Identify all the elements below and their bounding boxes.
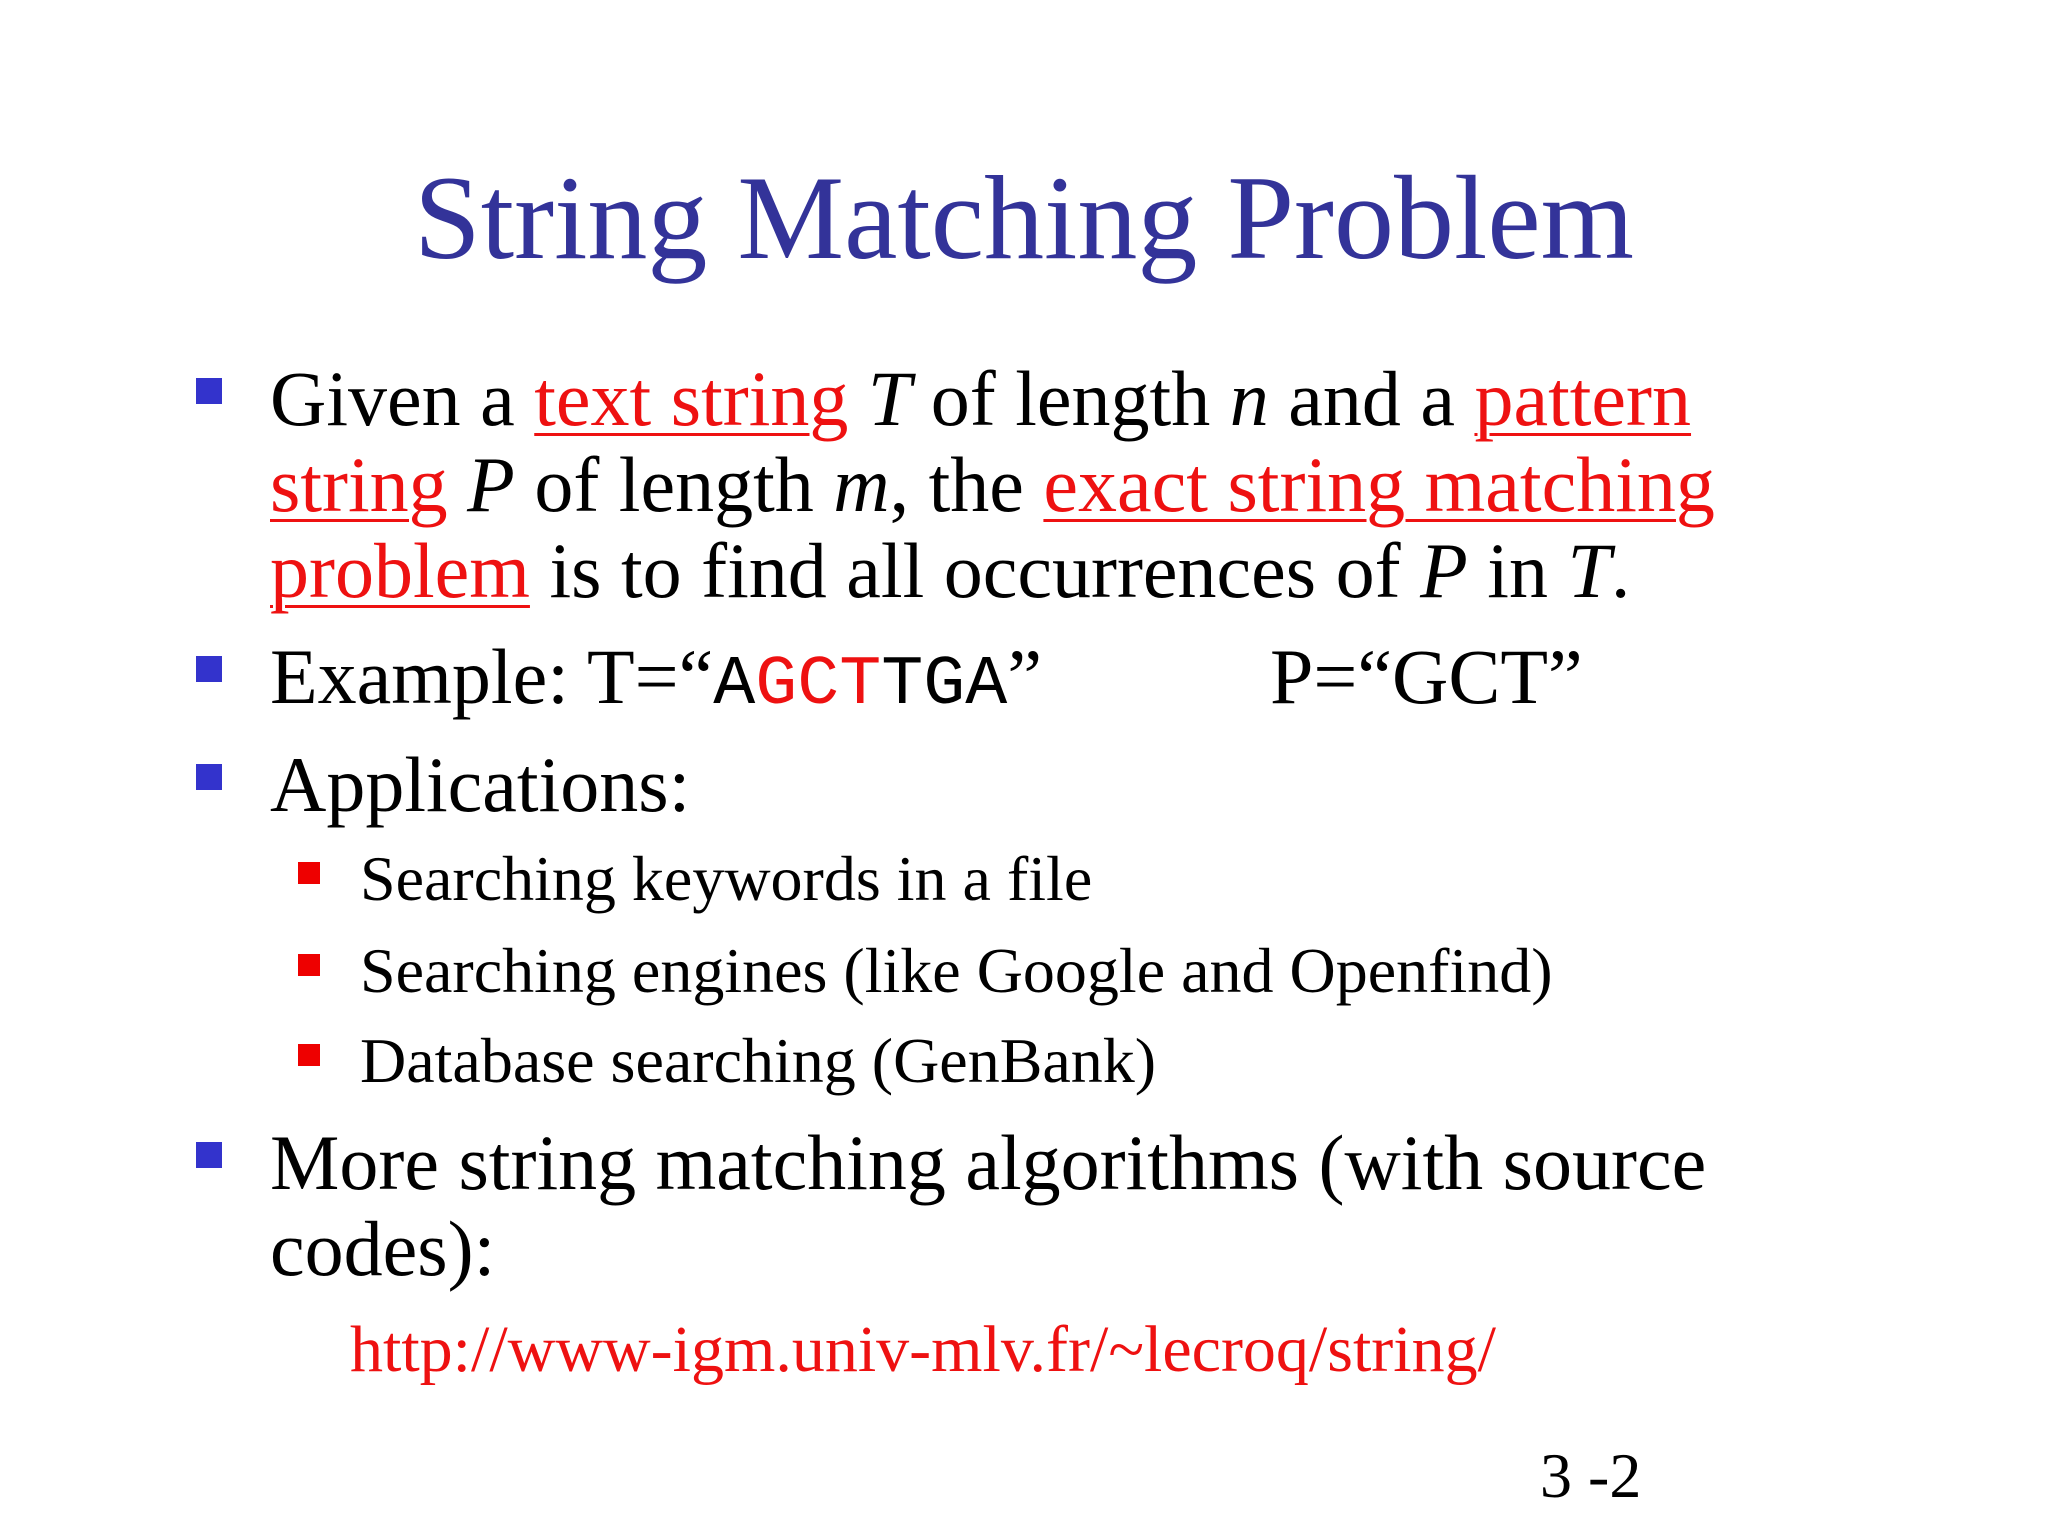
term-problem: problem: [270, 527, 530, 614]
bullet-marker: [196, 1142, 222, 1168]
quote-close: ”: [1007, 633, 1042, 720]
example-pattern: P=“GCT”: [1270, 633, 1583, 720]
match-highlight: GCT: [755, 646, 882, 725]
sub-item-1: Searching keywords in a file: [360, 843, 1093, 914]
text-rest: TGA: [881, 646, 1008, 725]
var-P: P: [1420, 527, 1468, 614]
page-number: 3 -2: [1540, 1440, 1642, 1511]
bullet-4-line-2: codes):: [270, 1205, 496, 1292]
var-P: P: [467, 441, 515, 528]
bullet-marker: [196, 656, 222, 682]
sub-bullet-marker: [298, 954, 320, 976]
text: of length: [911, 355, 1230, 442]
text: and a: [1268, 355, 1475, 442]
text-char: A: [713, 646, 756, 725]
bullet-3-applications: Applications:: [270, 741, 691, 828]
var-T: T: [1567, 527, 1611, 614]
reference-link[interactable]: http://www-igm.univ-mlv.fr/~lecroq/string/: [350, 1313, 1496, 1386]
bullet-1-line-3: [270, 528, 1630, 614]
slide-title: String Matching Problem: [414, 151, 1634, 284]
var-T: T: [867, 355, 912, 442]
sub-bullet-marker: [298, 862, 320, 884]
var-n: n: [1229, 355, 1269, 442]
term-text-string: text string: [534, 355, 849, 442]
bullet-4-line-1: More string matching algorithms (with source: [270, 1119, 1707, 1206]
example-label: Example: T=“: [270, 633, 714, 720]
text: Given a: [270, 355, 535, 442]
term-string: string: [270, 441, 448, 528]
bullet-1-line-2: [270, 442, 1715, 528]
text: in: [1467, 527, 1568, 614]
bullet-marker: [196, 764, 222, 790]
text: [448, 441, 468, 528]
sub-bullet-marker: [298, 1044, 320, 1066]
term-exact-string-matching: exact string matching: [1043, 441, 1715, 528]
sub-item-3: Database searching (GenBank): [360, 1025, 1157, 1096]
sub-item-2: Searching engines (like Google and Openfind): [360, 935, 1553, 1006]
text: , the: [889, 441, 1044, 528]
bullet-marker: [196, 378, 222, 404]
text: of length: [514, 441, 834, 528]
bullet-2-example: [270, 634, 1042, 729]
text: .: [1610, 527, 1631, 614]
term-pattern: pattern: [1474, 355, 1692, 442]
bullet-1-line-1: [270, 356, 1691, 442]
var-m: m: [833, 441, 890, 528]
text: [848, 355, 868, 442]
text: is to find all occurrences of: [529, 527, 1421, 614]
